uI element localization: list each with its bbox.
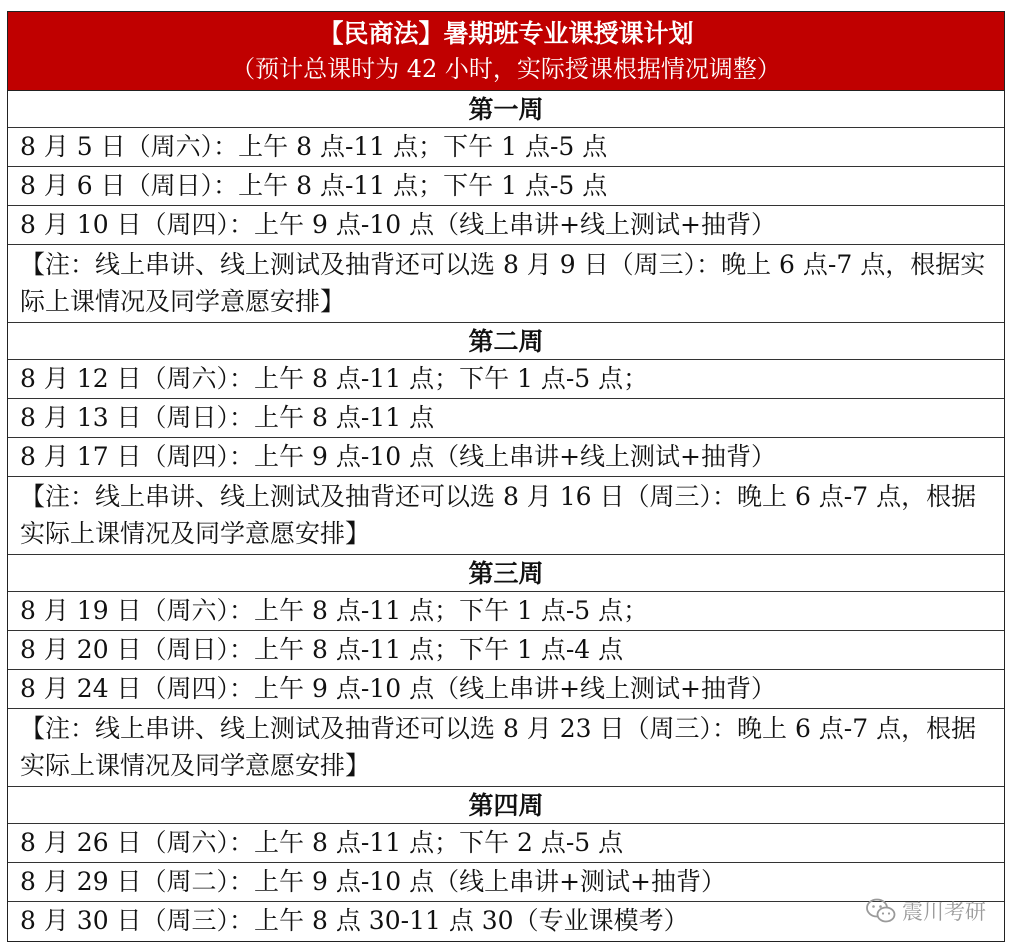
note-row: 【注：线上串讲、线上测试及抽背还可以选 8 月 23 日（周三）：晚上 6 点-7 点，根据实际上课情况及同学意愿安排】: [8, 709, 1004, 787]
page-subtitle: （预计总课时为 42 小时，实际授课根据情况调整）: [231, 55, 781, 83]
session-row: 8 月 29 日（周二）：上午 9 点-10 点（线上串讲+测试+抽背）: [8, 863, 1004, 902]
session-row: 8 月 20 日（周日）：上午 8 点-11 点；下午 1 点-4 点: [8, 631, 1004, 670]
session-row: 8 月 26 日（周六）：上午 8 点-11 点；下午 2 点-5 点: [8, 824, 1004, 863]
watermark-text: 震川考研: [902, 900, 986, 924]
session-row: 8 月 12 日（周六）：上午 8 点-11 点；下午 1 点-5 点；: [8, 360, 1004, 399]
session-row: 8 月 17 日（周四）：上午 9 点-10 点（线上串讲+线上测试+抽背）: [8, 438, 1004, 477]
note-row: 【注：线上串讲、线上测试及抽背还可以选 8 月 9 日（周三）：晚上 6 点-7 点，根据实际上课情况及同学意愿安排】: [8, 245, 1004, 323]
note-row: 【注：线上串讲、线上测试及抽背还可以选 8 月 16 日（周三）：晚上 6 点-7 点，根据实际上课情况及同学意愿安排】: [8, 477, 1004, 555]
wechat-icon: [866, 898, 896, 924]
session-row: 8 月 30 日（周三）：上午 8 点 30-11 点 30（专业课模考）: [20, 906, 689, 935]
week-heading: 第一周: [8, 91, 1004, 128]
watermark: [866, 896, 986, 926]
session-row: 8 月 19 日（周六）：上午 8 点-11 点；下午 1 点-5 点；: [8, 592, 1004, 631]
session-row: 8 月 13 日（周日）：上午 8 点-11 点: [8, 399, 1004, 438]
page-title: 【民商法】暑期班专业课授课计划: [318, 19, 694, 48]
session-row: 8 月 10 日（周四）：上午 9 点-10 点（线上串讲+线上测试+抽背）: [8, 206, 1004, 245]
week-heading: 第二周: [8, 323, 1004, 360]
session-row: 8 月 6 日（周日）：上午 8 点-11 点；下午 1 点-5 点: [8, 167, 1004, 206]
session-row: 8 月 5 日（周六）：上午 8 点-11 点；下午 1 点-5 点: [8, 128, 1004, 167]
schedule-table: [7, 11, 1005, 942]
table-header: [8, 12, 1004, 91]
session-row: 8 月 24 日（周四）：上午 9 点-10 点（线上串讲+线上测试+抽背）: [8, 670, 1004, 709]
week-heading: 第三周: [8, 555, 1004, 592]
week-heading: 第四周: [8, 787, 1004, 824]
